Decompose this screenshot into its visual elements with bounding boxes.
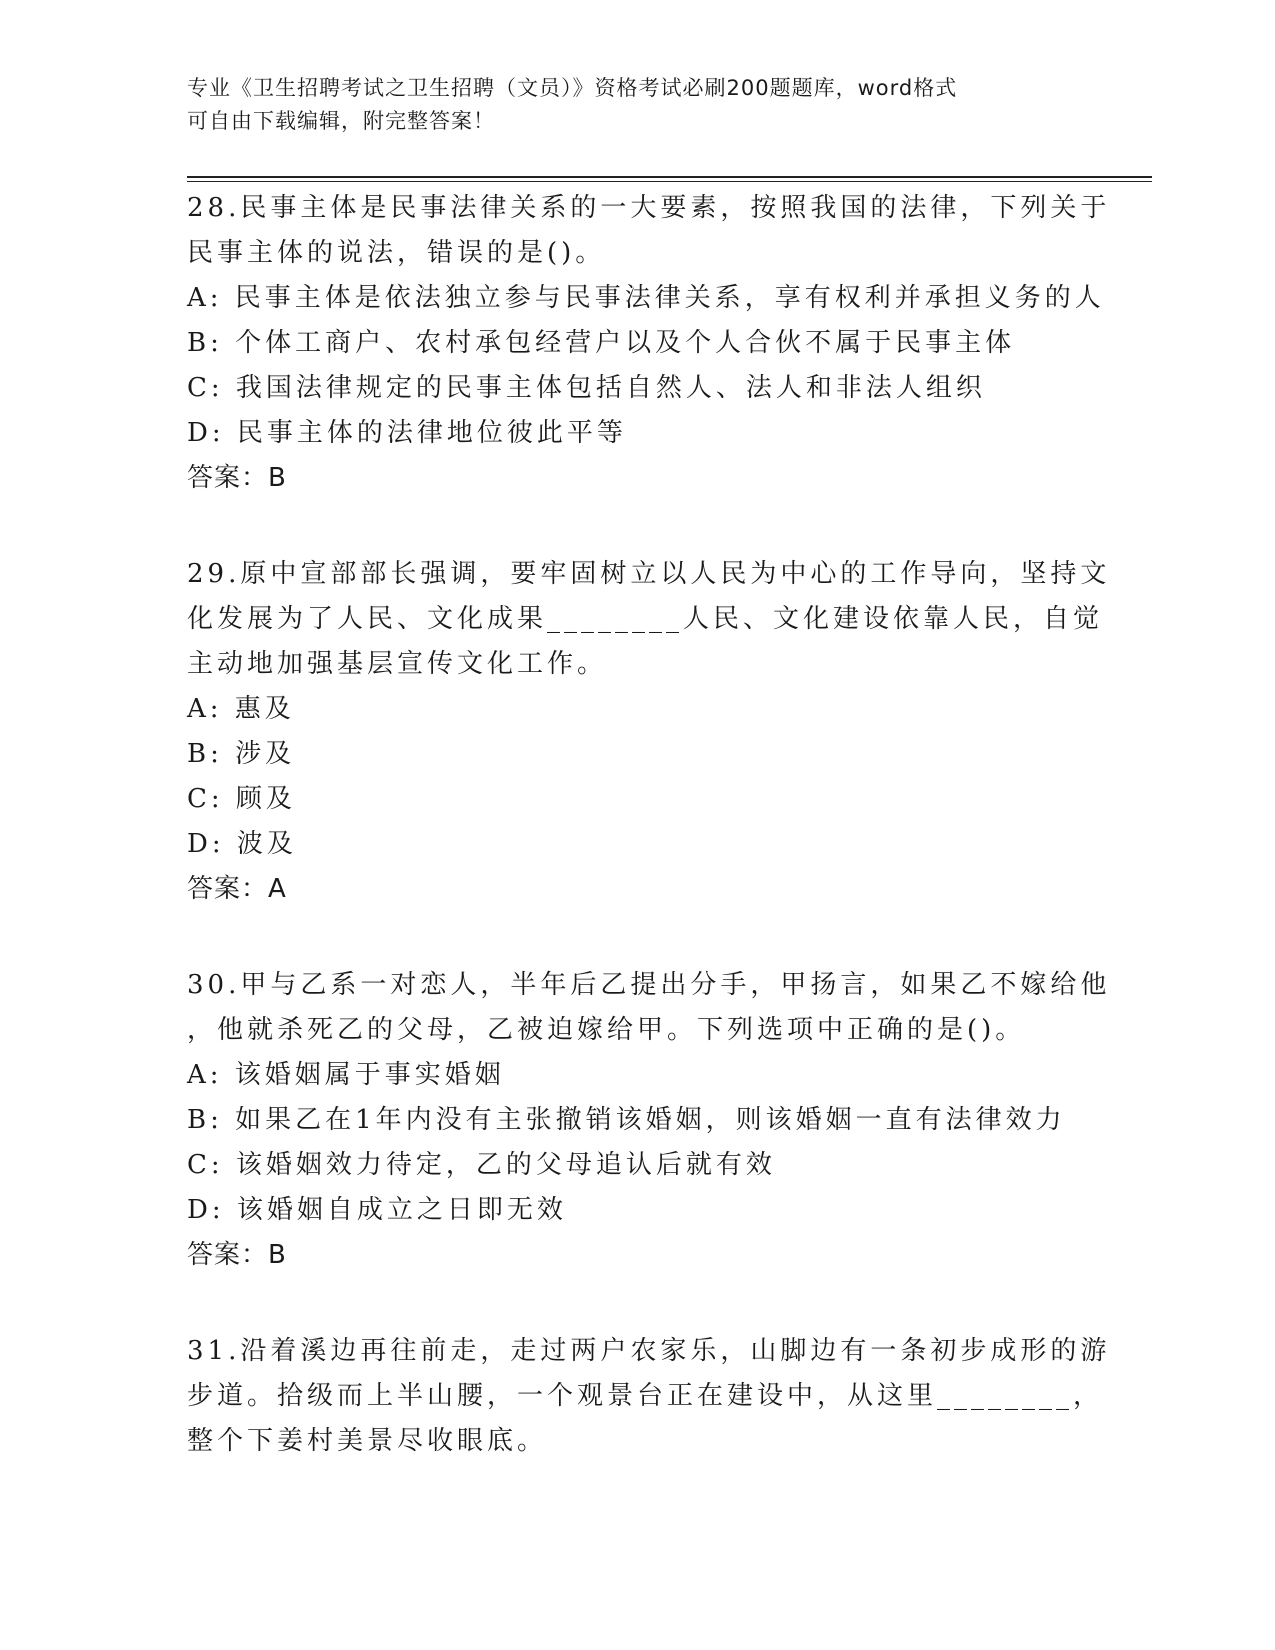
answer: 答案：A <box>187 874 287 904</box>
option-c: C: 该婚姻效力待定，乙的父母追认后就有效 <box>187 1150 776 1180</box>
question-stem-line: 整个下姜村美景尽收眼底。 <box>187 1426 548 1456</box>
option-a: A: 惠及 <box>187 694 295 724</box>
answer: 答案：B <box>187 463 287 493</box>
option-d: D: 民事主体的法律地位彼此平等 <box>187 418 627 448</box>
option-d: D: 波及 <box>187 829 297 859</box>
question-30 <box>187 963 1111 1278</box>
option-a: A: 该婚姻属于事实婚姻 <box>187 1060 505 1090</box>
option-b: B: 个体工商户、农村承包经营户以及个人合伙不属于民事主体 <box>187 328 1016 358</box>
header-line-2: 可自由下载编辑，附完整答案！ <box>187 109 495 133</box>
question-stem-line: 30.甲与乙系一对恋人，半年后乙提出分手，甲扬言，如果乙不嫁给他 <box>187 970 1111 1000</box>
header-divider <box>187 176 1152 182</box>
question-stem-line: 民事主体的说法，错误的是()。 <box>187 238 606 268</box>
question-28 <box>187 186 1111 501</box>
question-stem-line: 主动地加强基层宣传文化工作。 <box>187 649 608 679</box>
option-c: C: 顾及 <box>187 784 296 814</box>
question-31 <box>187 1329 1111 1464</box>
question-stem-line: 31.沿着溪边再往前走，走过两户农家乐，山脚边有一条初步成形的游 <box>187 1336 1111 1366</box>
option-b: B: 如果乙在1年内没有主张撤销该婚姻，则该婚姻一直有法律效力 <box>187 1105 1066 1135</box>
question-29 <box>187 552 1111 912</box>
question-list <box>187 186 1111 1515</box>
option-c: C: 我国法律规定的民事主体包括自然人、法人和非法人组织 <box>187 373 986 403</box>
question-stem-line: 29.原中宣部部长强调，要牢固树立以人民为中心的工作导向，坚持文 <box>187 559 1111 589</box>
option-b: B: 涉及 <box>187 739 296 769</box>
header-line-1: 专业《卫生招聘考试之卫生招聘（文员）》资格考试必刷200题题库，word格式 <box>187 76 958 100</box>
page-header <box>187 72 1087 138</box>
option-a: A: 民事主体是依法独立参与民事法律关系，享有权利并承担义务的人 <box>187 283 1105 313</box>
question-stem-line: 28.民事主体是民事法律关系的一大要素，按照我国的法律，下列关于 <box>187 193 1111 223</box>
question-stem-line: 步道。拾级而上半山腰，一个观景台正在建设中，从这里________， <box>187 1381 1104 1411</box>
answer: 答案：B <box>187 1240 287 1270</box>
question-stem-line: ，他就杀死乙的父母，乙被迫嫁给甲。下列选项中正确的是()。 <box>187 1015 1026 1045</box>
question-stem-line: 化发展为了人民、文化成果________人民、文化建设依靠人民，自觉 <box>187 604 1104 634</box>
option-d: D: 该婚姻自成立之日即无效 <box>187 1195 567 1225</box>
